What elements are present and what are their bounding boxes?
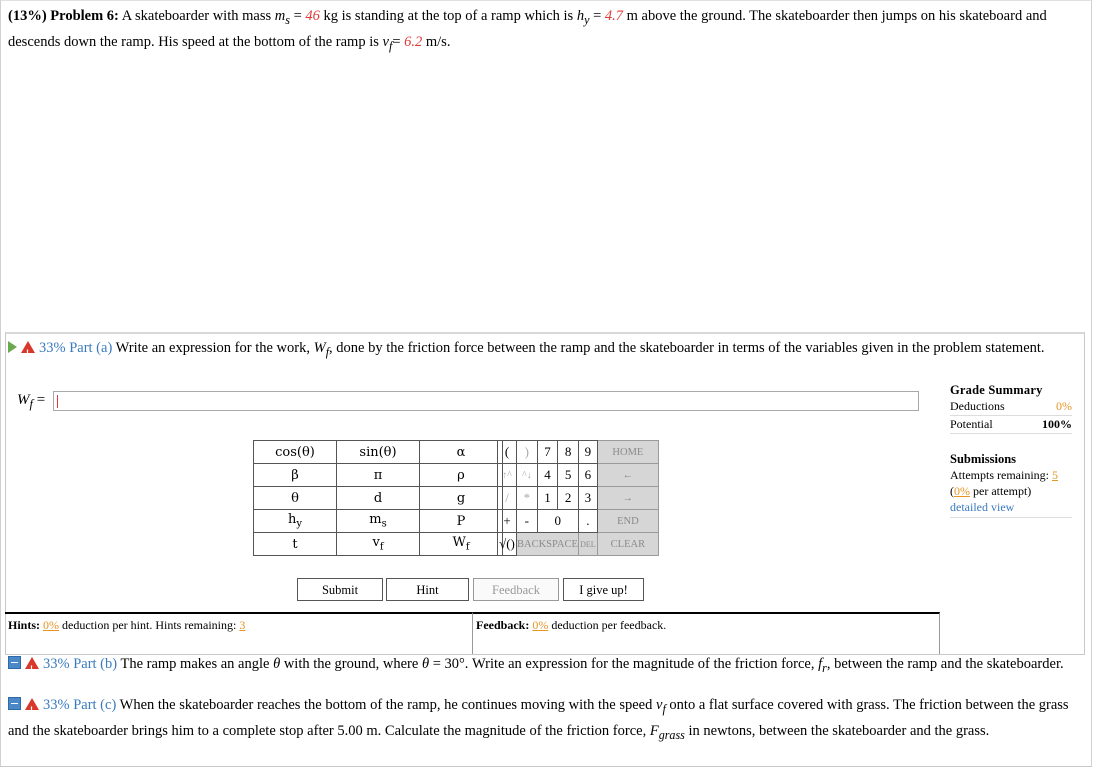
key-del[interactable]: DEL (578, 533, 597, 556)
warning-icon (21, 341, 35, 353)
arrow-right-icon[interactable]: → (597, 487, 658, 510)
part-b-header: 33% Part (b) (43, 656, 118, 672)
hint-deduction: 0% (43, 618, 60, 632)
key-hy[interactable]: $h_y$ (254, 510, 337, 533)
text-caret (57, 395, 58, 408)
key-home[interactable]: HOME (597, 441, 658, 464)
problem-statement: (13%) Problem 6: A skateboarder with mass $m_s = 46$ kg is standing at the top of a ramp which is $h_y = 4.7$ m above the ground. The skateboarder then jumps on his skateboard and descends down the ramp. His speed at the bottom of the ramp is $v_f= 6.2$ m/s. (8, 8, 1047, 53)
problem-text-4: m/s. (425, 33, 451, 50)
detailed-view-link[interactable]: detailed view (950, 499, 1072, 518)
expand-arrow-icon[interactable] (8, 341, 17, 353)
arrow-left-icon[interactable]: ← (597, 464, 658, 487)
key-decimal[interactable]: . (578, 510, 597, 533)
part-a-statement: !33% Part (a) Write an expression for the work, $W_f$, done by the friction force between the ramp and the skateboarder in terms of the variables given in the problem statement. (8, 337, 1078, 363)
speed-symbol: $v_f$ (382, 33, 393, 53)
key-clear[interactable]: CLEAR (597, 533, 658, 556)
part-a-header: 33% Part (a) (39, 340, 113, 356)
key-open-paren[interactable]: ( (498, 441, 517, 464)
key-6[interactable]: 6 (578, 464, 597, 487)
potential-row: Potential 100% (950, 416, 1072, 434)
answer-label: $W_f$ = (17, 392, 46, 411)
warning-icon (25, 657, 39, 669)
collapse-icon[interactable] (8, 697, 21, 710)
key-4[interactable]: 4 (537, 464, 558, 487)
part-c-statement: !33% Part (c) When the skateboarder reaches the bottom of the ramp, he continues moving with the speed $v_f$ onto a flat surface covered with grass. The friction between the grass and the skateboarder brings him to a complete stop after 5.00 m. Calculate the magnitude of the friction force, $F_{grass}$ in newtons, between the skateboarder and the grass. (8, 694, 1080, 746)
grade-summary (950, 383, 1072, 518)
key-minus[interactable]: - (517, 510, 538, 533)
key-beta[interactable]: β (254, 464, 337, 487)
mass-symbol: $m_s$ (274, 8, 290, 27)
key-vf[interactable]: $v_f$ (337, 533, 420, 556)
key-ms[interactable]: $m_s$ (337, 510, 420, 533)
key-9[interactable]: 9 (578, 441, 597, 464)
key-rho[interactable]: ρ (420, 464, 503, 487)
key-Wf[interactable]: $W_f$ (420, 533, 503, 556)
key-cos[interactable]: cos(θ) (254, 441, 337, 464)
attempts-remaining: Attempts remaining: 5 (950, 468, 1058, 482)
key-multiply[interactable]: * (517, 487, 538, 510)
height-symbol: $h_y$ (576, 8, 590, 27)
key-sqrt[interactable]: √() (498, 533, 517, 556)
grade-summary-title: Grade Summary (950, 383, 1043, 397)
numeric-keypad (497, 440, 659, 556)
key-d[interactable]: d (337, 487, 420, 510)
problem-text-1: A skateboarder with mass (121, 8, 272, 24)
key-3[interactable]: 3 (578, 487, 597, 510)
collapse-icon[interactable] (8, 656, 21, 669)
problem-pct: (13%) (8, 8, 47, 24)
key-sin[interactable]: sin(θ) (337, 441, 420, 464)
key-g[interactable]: g (420, 487, 503, 510)
feedback-bar: Feedback: 0% deduction per feedback. (472, 612, 940, 654)
key-8[interactable]: 8 (558, 441, 579, 464)
key-0[interactable]: 0 (537, 510, 578, 533)
part-c-header: 33% Part (c) (43, 697, 117, 713)
problem-label: Problem 6: (50, 8, 119, 24)
key-subscript[interactable]: ^↓ (517, 464, 538, 487)
variable-keypad (253, 440, 503, 556)
warning-icon (25, 698, 39, 710)
hint-button[interactable]: Hint (386, 578, 469, 601)
per-attempt: (0% per attempt) (950, 484, 1032, 498)
key-P[interactable]: P (420, 510, 503, 533)
key-2[interactable]: 2 (558, 487, 579, 510)
key-theta[interactable]: θ (254, 487, 337, 510)
hints-bar: Hints: 0% deduction per hint. Hints remaining: 3 (5, 612, 472, 654)
submissions-title: Submissions (950, 452, 1017, 466)
key-end[interactable]: END (597, 510, 658, 533)
key-5[interactable]: 5 (558, 464, 579, 487)
key-close-paren[interactable]: ) (517, 441, 538, 464)
key-divide[interactable]: / (498, 487, 517, 510)
speed-value: 6.2 (404, 33, 423, 50)
height-value: 4.7 (604, 8, 623, 24)
key-pi[interactable]: π (337, 464, 420, 487)
key-alpha[interactable]: α (420, 441, 503, 464)
problem-text-3: m above the ground. The skateboarder then jumps on his skateboard and descends down the ramp. His speed at the bottom of the ramp is (8, 8, 1047, 50)
key-superscript[interactable]: ↑^ (498, 464, 517, 487)
part-b-statement: !33% Part (b) The ramp makes an angle θ with the ground, where θ = 30°. Write an expression for the magnitude of the friction force, $f_r$, between the ramp and the skateboarder. (8, 653, 1080, 679)
key-t[interactable]: t (254, 533, 337, 556)
key-1[interactable]: 1 (537, 487, 558, 510)
key-plus[interactable]: + (498, 510, 517, 533)
feedback-deduction: 0% (532, 618, 549, 632)
key-7[interactable]: 7 (537, 441, 558, 464)
submit-button[interactable]: Submit (297, 578, 383, 601)
answer-input[interactable] (53, 391, 919, 411)
deductions-row: Deductions 0% (950, 398, 1072, 416)
problem-text-2: kg is standing at the top of a ramp which is (323, 8, 574, 24)
feedback-button[interactable]: Feedback (473, 578, 559, 601)
mass-value: 46 (305, 8, 320, 24)
give-up-button[interactable]: I give up! (563, 578, 644, 601)
hints-remaining: 3 (239, 618, 246, 632)
key-backspace[interactable]: BACKSPACE (517, 533, 579, 556)
